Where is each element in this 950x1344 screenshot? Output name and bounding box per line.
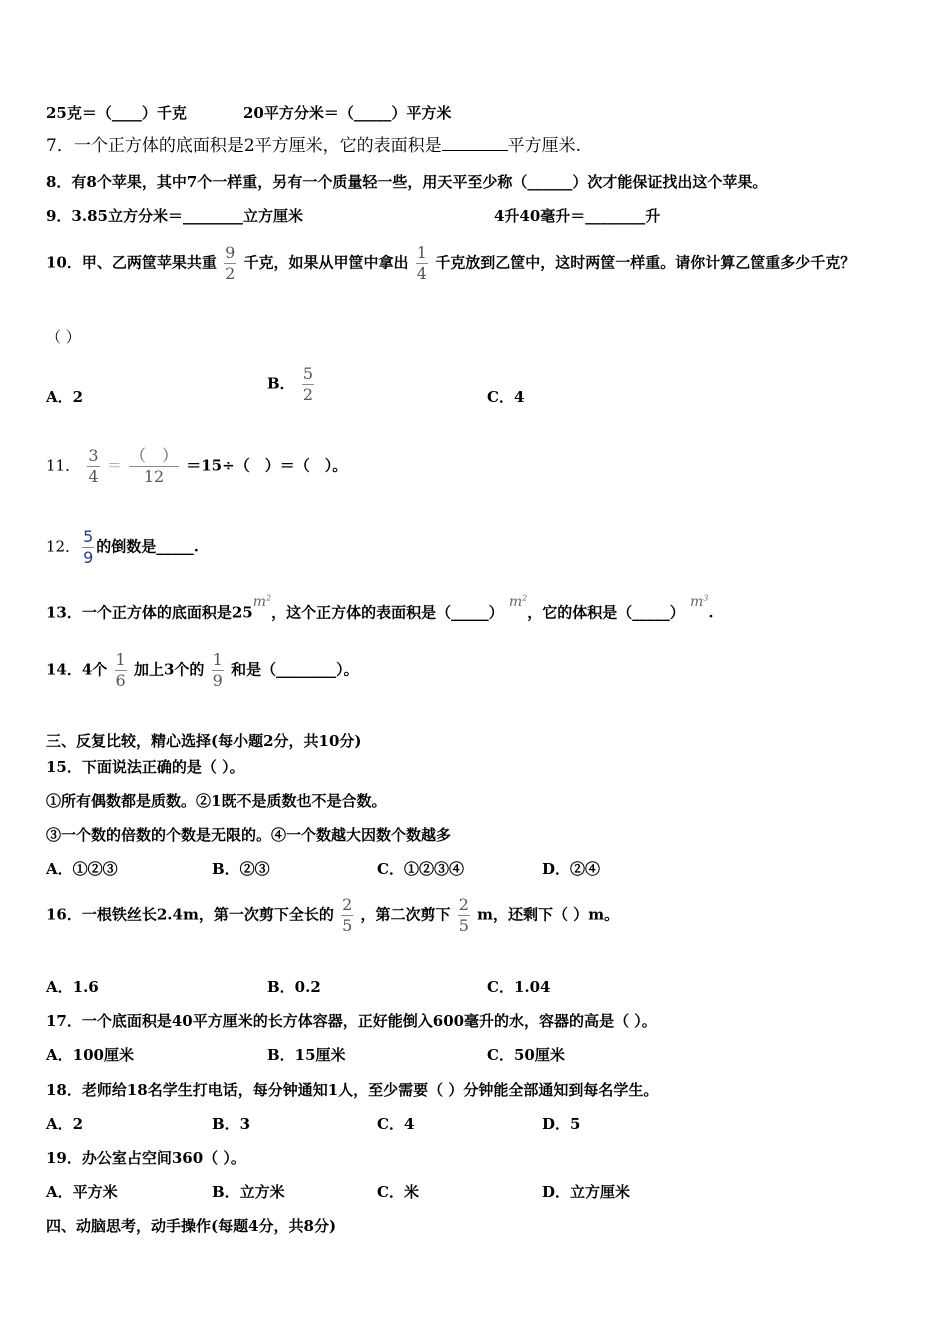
question-12: 12． $\frac{5}{9}$ 的倒数是_____. xyxy=(46,527,200,567)
question-9a: 9．3.85立方分米＝________立方厘米 xyxy=(46,207,303,225)
conversion-question-grams: 25克＝（____）千克 xyxy=(46,104,187,122)
q16-option-b[interactable]: B．0.2 xyxy=(267,978,321,996)
unit-square-meter: $m^2$ xyxy=(252,593,272,610)
fraction-3-4: $\frac{3}{4}$ xyxy=(88,446,99,486)
fraction-5-2: $\frac{5}{2}$ xyxy=(302,364,314,404)
question-15-statement-1: ①所有偶数都是质数。②1既不是质数也不是合数。 xyxy=(46,792,387,810)
q19-option-b[interactable]: B．立方米 xyxy=(212,1183,285,1201)
q17-option-c[interactable]: C．50厘米 xyxy=(487,1046,565,1064)
question-18: 18．老师给18名学生打电话，每分钟通知1人，至少需要（ ）分钟能全部通知到每名学生。 xyxy=(46,1081,659,1099)
q10-option-a[interactable]: A．2 xyxy=(46,388,84,406)
unit-cubic-meter: $m^3$ xyxy=(690,593,709,610)
question-13: 13．一个正方体的底面积是$25m^2$，这个正方体的表面积是（_____） $m^2$，它的体积是（_____） $m^3$. xyxy=(46,593,714,622)
q10-option-b[interactable]: B． $\frac{5}{2}$ xyxy=(267,364,314,404)
fraction-9-2: $\frac{9}{2}$ xyxy=(225,243,236,283)
q15-option-c[interactable]: C．①②③④ xyxy=(377,860,464,878)
fraction-1-4: $\frac{1}{4}$ xyxy=(416,243,427,283)
question-7: 7．一个正方体的底面积是2平方厘米，它的表面积是 平方厘米. xyxy=(46,136,582,156)
fraction-5-9: $\frac{5}{9}$ xyxy=(83,527,94,567)
question-14: 14．4个 $\frac{1}{6}$ 加上3个的 $\frac{1}{9}$ 和是（________）。 xyxy=(46,650,359,690)
q19-option-c[interactable]: C．米 xyxy=(377,1183,419,1201)
question-11: 11． $\frac{3}{4}$ ＝ $\frac{( )}{12}$ ＝15÷（ ）＝（ ）。 xyxy=(46,446,348,486)
q10-option-c[interactable]: C．4 xyxy=(487,388,525,406)
q17-option-b[interactable]: B．15厘米 xyxy=(267,1046,346,1064)
q19-option-d[interactable]: D．立方厘米 xyxy=(542,1183,631,1201)
q17-option-a[interactable]: A．100厘米 xyxy=(46,1046,134,1064)
fraction-1-6: $\frac{1}{6}$ xyxy=(115,650,126,690)
question-9b: 4升40毫升＝________升 xyxy=(494,207,661,225)
question-10: 10．甲、乙两筐苹果共重 $\frac{9}{2}$ 千克，如果从甲筐中拿出 $\frac{1}{4}$ 千克放到乙筐中，这时两筐一样重。请你计算乙筐重多少千克？ xyxy=(46,243,856,283)
q15-option-a[interactable]: A．①②③ xyxy=(46,860,118,878)
question-16: 16．一根铁丝长2.4m，第一次剪下全长的 $\frac{2}{5}$ ，第二次剪下 $\frac{2}{5}$ m，还剩下（ ）m。 xyxy=(46,895,620,935)
section-4-heading: 四、动脑思考，动手操作(每题4分，共8分) xyxy=(46,1217,337,1235)
q16-option-c[interactable]: C．1.04 xyxy=(487,978,551,996)
q19-option-a[interactable]: A．平方米 xyxy=(46,1183,118,1201)
question-19: 19．办公室占空间360（ ）。 xyxy=(46,1149,246,1167)
question-10-paren: （ ） xyxy=(46,328,81,346)
fraction-1-9: $\frac{1}{9}$ xyxy=(212,650,223,690)
unit-square-meter: $m^2$ xyxy=(508,593,528,610)
q18-option-d[interactable]: D．5 xyxy=(542,1115,581,1133)
q18-option-c[interactable]: C．4 xyxy=(377,1115,415,1133)
q16-option-a[interactable]: A．1.6 xyxy=(46,978,99,996)
q15-option-d[interactable]: D．②④ xyxy=(542,860,601,878)
q15-option-b[interactable]: B．②③ xyxy=(212,860,270,878)
conversion-question-square-dm: 20平方分米＝（_____）平方米 xyxy=(243,104,452,122)
fraction-2-5: $\frac{2}{5}$ xyxy=(458,895,469,935)
question-8: 8．有8个苹果，其中7个一样重，另有一个质量轻一些，用天平至少称（______）次才能保证找出这个苹果。 xyxy=(46,173,768,191)
question-15: 15．下面说法正确的是（ ）。 xyxy=(46,758,245,776)
q18-option-b[interactable]: B．3 xyxy=(212,1115,251,1133)
section-3-heading: 三、反复比较，精心选择(每小题2分，共10分) xyxy=(46,732,362,750)
question-15-statement-2: ③一个数的倍数的个数是无限的。④一个数越大因数个数越多 xyxy=(46,826,452,844)
fraction-2-5: $\frac{2}{5}$ xyxy=(342,895,353,935)
q18-option-a[interactable]: A．2 xyxy=(46,1115,84,1133)
fraction-blank-12: $\frac{( )}{12}$ xyxy=(130,446,179,486)
question-17: 17．一个底面积是40平方厘米的长方体容器，正好能倒入600毫升的水，容器的高是（ ）。 xyxy=(46,1012,657,1030)
